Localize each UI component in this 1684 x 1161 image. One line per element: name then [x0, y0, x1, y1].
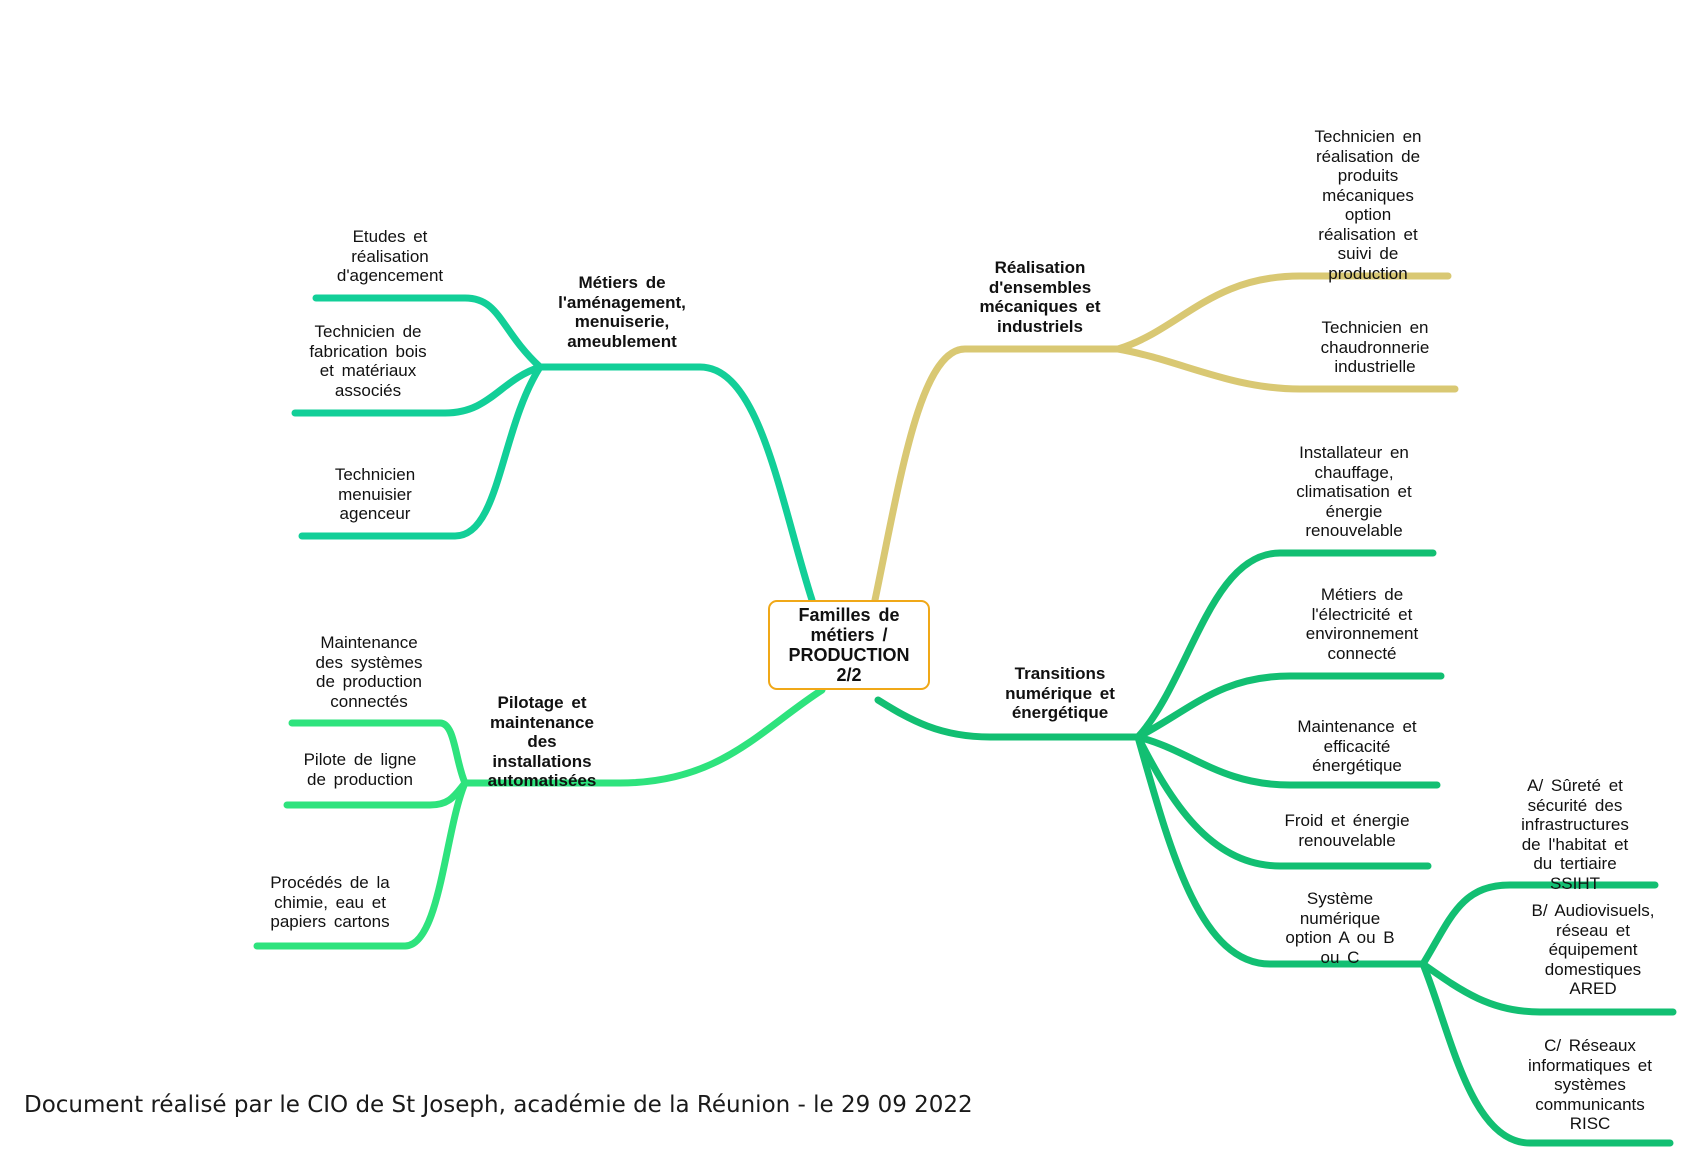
- leaf-systeme-numerique: Système numérique option A ou B ou C: [1285, 889, 1395, 967]
- option-b-ared: B/ Audiovisuels, réseau et équipement domestiques ARED: [1531, 901, 1655, 998]
- realisation-trunk: [875, 349, 1118, 600]
- leaf-etudes-agencement: Etudes et réalisation d'agencement: [336, 227, 444, 285]
- branch-label-amenagement: Métiers de l'aménagement, menuiserie, ameublement: [558, 273, 686, 351]
- branch-label-transitions: Transitions numérique et énergétique: [1005, 664, 1115, 722]
- leaf-technicien-produits-mecaniques: Technicien en réalisation de produits mécaniques option réalisation et suivi de production: [1314, 127, 1422, 283]
- leaf-froid-energie: Froid et énergie renouvelable: [1284, 811, 1410, 850]
- leaf-technicien-fabrication-bois: Technicien de fabrication bois et matériaux associés: [309, 322, 427, 400]
- leaf-technicien-chaudronnerie: Technicien en chaudronnerie industrielle: [1320, 318, 1430, 376]
- amenagement-trunk: [540, 367, 812, 600]
- footer-credit: Document réalisé par le CIO de St Joseph, académie de la Réunion - le 29 09 2022: [24, 1092, 973, 1118]
- leaf-maintenance-systemes: Maintenance des systèmes de production connectés: [315, 633, 423, 711]
- branch-label-pilotage: Pilotage et maintenance des installations automatisées: [487, 693, 597, 790]
- leaf-procedes-chimie: Procédés de la chimie, eau et papiers cartons: [270, 873, 390, 931]
- leaf-metiers-electricite: Métiers de l'électricité et environnement connecté: [1305, 585, 1419, 663]
- branch-label-realisation: Réalisation d'ensembles mécaniques et industriels: [979, 258, 1101, 336]
- option-a-ssiht: A/ Sûreté et sécurité des infrastructures de l'habitat et du tertiaire SSIHT: [1521, 776, 1629, 893]
- center-node: [768, 600, 930, 690]
- leaf-technicien-menuisier: Technicien menuisier agenceur: [334, 465, 416, 523]
- leaf-installateur-chauffage: Installateur en chauffage, climatisation et énergie renouvelable: [1296, 443, 1412, 540]
- leaf-pilote-ligne: Pilote de ligne de production: [303, 750, 417, 789]
- leaf-maintenance-efficacite: Maintenance et efficacité énergétique: [1297, 717, 1417, 775]
- center-node-label: Familles de métiers / PRODUCTION 2/2: [788, 605, 910, 685]
- option-c-risc: C/ Réseaux informatiques et systèmes communicants RISC: [1528, 1036, 1652, 1133]
